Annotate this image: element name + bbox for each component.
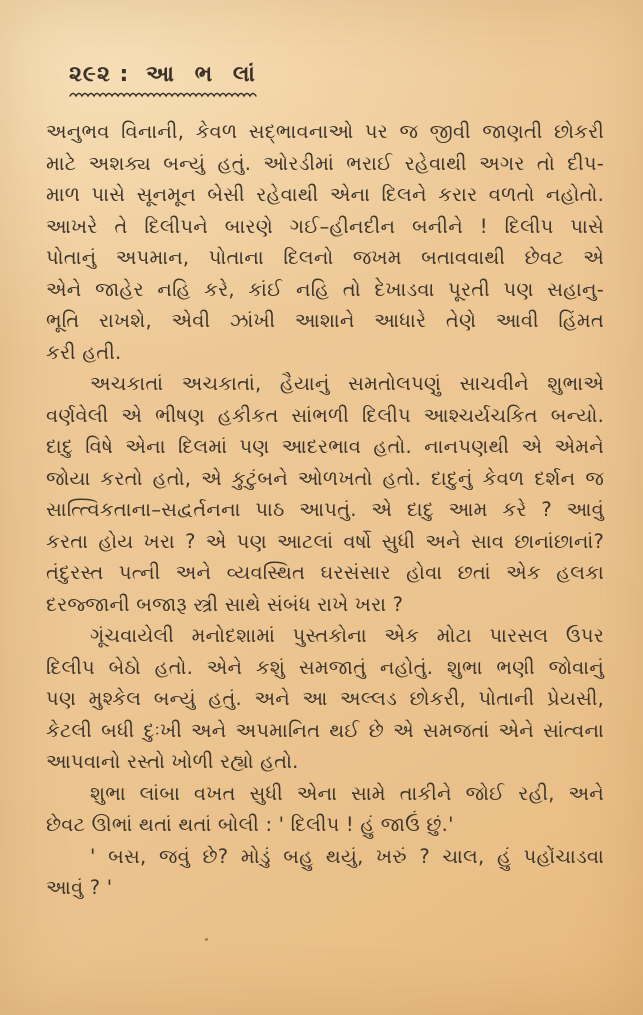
text-line: ' બસ, જવું છે? મોડું બહુ થયું, ખરું ? ચાલ, હું પહોંચાડવા — [90, 844, 604, 868]
body-text — [46, 116, 604, 904]
text-line: દાદુ વિષે એના દિલમાં પણ આદરભાવ હતો. નાનપણથી એ એમને — [46, 435, 604, 458]
text-line: એને જાહેર નહિ કરે, કાંઈ નહિ તો દેખાડવા પૂરતી પણ સહાનુ- — [46, 277, 604, 301]
text-line: આપવાનો રસ્તો ખોળી રહ્યો હતો. — [46, 750, 299, 773]
text-line: શુભા લાંબા વખત સુધી એના સામે તાકીને જોઈ રહી, અને — [90, 781, 604, 805]
text-line: અચકાતાં અચકાતાં, હૈયાનું સમતોલપણું સાચવીને શુભાએ — [90, 372, 604, 395]
text-line: કરતા હોય ખરા ? એ પણ આટલાં વર્ષો સુધી અને સાવ છાનાંછાનાં? — [46, 529, 604, 553]
scan-speck — [205, 938, 208, 941]
book-title: આ ભ લાં — [145, 62, 258, 87]
text-line: માળ પાસે સૂનમૂન બેસી રહેવાથી એના દિલને કરાર વળતો નહોતો. — [46, 183, 604, 206]
text-line: આવું ? ' — [46, 876, 113, 899]
text-line: માટે અશક્ય બન્યું હતું. ઓરડીમાં ભરાઈ રહેવાથી અગર તો દીપ- — [46, 151, 604, 175]
page-header — [69, 62, 258, 99]
text-line: આખરે તે દિલીપને બારણે ગઈ–હીનદીન બનીને ! દિલીપ પાસે — [46, 214, 604, 238]
text-line: પોતાનું અપમાન, પોતાના દિલનો જખમ બતાવવાથી છેવટ એ — [46, 246, 604, 269]
wavy-underline-decoration — [69, 90, 257, 99]
text-line: કરી હતી. — [46, 340, 122, 364]
text-line: ભૂતિ રાખશે, એવી ઝાંખી આશાને આધારે તેણે આવી હિંમત — [46, 309, 604, 332]
text-line: સાત્ત્વિકતાના–સદ્વર્તનના પાઠ આપતું. એ દાદુ આમ કરે ? આવું — [46, 498, 604, 521]
text-line: છેવટ ઊભાં થતાં થતાં બોલી : ' દિલીપ ! હું જાઉં છું.' — [46, 813, 454, 836]
text-line: પણ મુશ્કેલ બન્યું હતું. અને આ અલ્લડ છોકરી, પોતાની પ્રેયસી, — [46, 687, 604, 710]
text-line: ગૂંચવાયેલી મનોદશામાં પુસ્તકોના એક મોટા પારસલ ઉપર — [90, 624, 604, 647]
header-separator: : — [110, 62, 138, 87]
text-line: દિલીપ બેઠો હતો. એને કશું સમજાતું નહોતું. શુભા ભણી જોવાનું — [46, 655, 604, 679]
text-line: દરજ્જાની બજારૂ સ્ત્રી સાથે સંબંધ રાખે ખરા ? — [46, 592, 404, 616]
running-head — [69, 62, 258, 87]
page-number: ૨૯૨ — [69, 62, 111, 87]
text-line: અનુભવ વિનાની, કેવળ સદ્ભાવનાઓ પર જ જીવી જાણતી છોકરી — [46, 120, 604, 143]
text-line: તંદુરસ્ત પત્ની અને વ્યવસ્થિત ઘરસંસાર હોવા છતાં એક હલકા — [46, 561, 604, 584]
text-line: વર્ણવેલી એ ભીષણ હકીકત સાંભળી દિલીપ આશ્ચર્યચકિત બન્યો. — [46, 403, 604, 427]
text-line: જોયા કરતો હતો, એ કુટુંબને ઓળખતો હતો. દાદુનું કેવળ દર્શન જ — [46, 466, 604, 490]
text-line: કેટલી બધી દુઃખી અને અપમાનિત થઈ છે એ સમજતાં એને સાંત્વના — [46, 718, 604, 742]
